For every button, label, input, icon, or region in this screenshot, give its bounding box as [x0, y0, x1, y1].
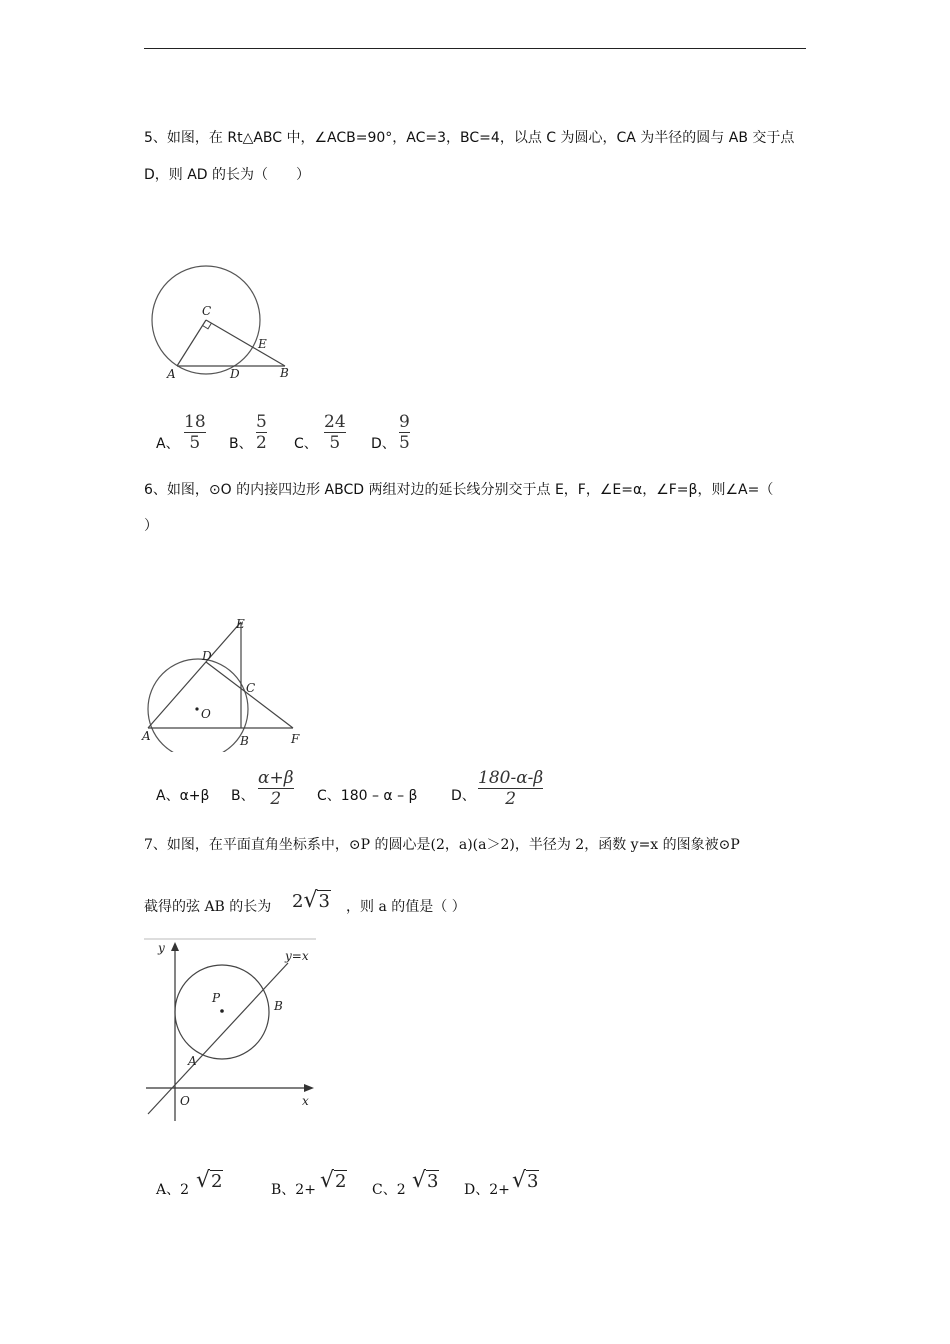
q5-option-d-den: 5: [399, 433, 410, 453]
q6-option-c-text: 180 – α – β: [340, 788, 418, 804]
q7-figure: [140, 938, 320, 1124]
q5-segment-ac: [177, 320, 206, 366]
q6-option-b-frac: [258, 770, 294, 808]
q7-label-y: y: [158, 941, 165, 955]
q7-option-d-rad: 3: [527, 1171, 539, 1192]
q7-option-a-pre: 2: [180, 1182, 190, 1198]
q5-option-c-num: 24: [324, 412, 346, 432]
q6-option-d-num: 180-α-β: [478, 768, 544, 788]
q7-label-p: P: [212, 991, 221, 1005]
q5-label-b: B: [280, 366, 289, 380]
q6-option-c-key: C、: [317, 788, 341, 804]
q7-label-yx: y=x: [285, 949, 309, 963]
q5-option-d-frac: [399, 414, 410, 452]
q7-option-c-pre: 2: [396, 1182, 406, 1198]
q7-stem-line1: 7、如图，在平面直角坐标系中，⊙P 的圆心是(2，a)(a＞2)，半径为 2，函数 y=x 的图象被⊙P: [144, 837, 740, 853]
q7-option-d-radical: √3: [512, 1168, 539, 1193]
q6-option-d-key: D、: [451, 788, 476, 804]
q6-option-b-den: 2: [270, 789, 282, 809]
q6-stem-line2: ）: [144, 518, 158, 534]
q7-option-c-letter: C、: [372, 1182, 397, 1198]
q7-option-b-rad: 2: [335, 1171, 347, 1192]
q7-option-d-pre: 2+: [489, 1182, 510, 1198]
q6-label-e: E: [236, 617, 245, 631]
q5-label-e: E: [258, 337, 267, 351]
q5-option-d-key: D、: [371, 436, 396, 452]
q7-option-c-rad: 3: [427, 1171, 439, 1192]
q7-option-d-key: [464, 1180, 510, 1200]
q6-label-b: B: [240, 734, 249, 748]
q7-option-b-letter: B、: [271, 1182, 296, 1198]
q7-label-a: A: [188, 1054, 197, 1068]
q7-option-a-rad: 2: [211, 1171, 223, 1192]
q5-segment-cb: [206, 320, 285, 366]
q7-option-b-key: [271, 1180, 316, 1200]
q6-option-a-key: A、: [156, 788, 180, 804]
q5-option-c-frac: [324, 414, 346, 452]
q5-stem-line1: 5、如图，在 Rt△ABC 中，∠ACB=90°，AC=3，BC=4，以点 C 为圆心，CA 为半径的圆与 AB 交于点: [144, 130, 795, 146]
header-rule: [144, 48, 806, 49]
q6-label-f: F: [291, 732, 300, 746]
q5-option-a-frac: [184, 414, 206, 452]
q5-option-b-frac: [256, 414, 267, 452]
q5-option-a-key: A、: [156, 436, 180, 452]
q5-option-a-num: 18: [184, 412, 206, 432]
q7-option-a-key: [156, 1180, 189, 1200]
q7-line-y-equals-x: [148, 963, 288, 1114]
q6-option-a-text: α+β: [179, 788, 210, 804]
q7-option-c-radical: √3: [412, 1168, 439, 1193]
q6-line-dcf: [206, 662, 293, 728]
q6-stem-line1: 6、如图，⊙O 的内接四边形 ABCD 两组对边的延长线分别交于点 E，F，∠E=α，∠F=β，则∠A=（: [144, 482, 774, 498]
q7-center-dot: [220, 1009, 224, 1013]
q7-x-axis-arrow: [304, 1084, 314, 1092]
q6-circle: [148, 659, 248, 752]
q6-label-d: D: [202, 649, 212, 663]
q6-label-a: A: [142, 729, 151, 743]
q5-label-a: A: [167, 367, 176, 381]
q7-chord-rad: 3: [318, 891, 330, 912]
q5-label-c: C: [202, 304, 212, 318]
q7-option-b-pre: 2+: [295, 1182, 316, 1198]
q6-option-b-num: α+β: [258, 768, 294, 788]
q5-option-c-den: 5: [329, 433, 341, 453]
q6-center-dot: [195, 707, 198, 710]
q5-option-a-den: 5: [189, 433, 201, 453]
q7-stem-line2-post: ，则 a 的值是（ ）: [346, 899, 466, 915]
q6-label-o: O: [201, 707, 211, 721]
q7-label-b: B: [274, 999, 283, 1013]
q6-option-d-den: 2: [505, 789, 517, 809]
q5-label-d: D: [230, 367, 240, 381]
q7-option-d-letter: D、: [464, 1182, 490, 1198]
q7-stem-line2-pre: 截得的弦 AB 的长为: [144, 899, 272, 915]
q6-option-b-key: B、: [231, 788, 255, 804]
q7-chord-coef: 2: [292, 891, 304, 912]
q7-label-x: x: [302, 1094, 309, 1108]
q7-option-a-radical: √2: [196, 1168, 223, 1193]
q7-y-axis-arrow: [171, 942, 179, 951]
q6-option-d-frac: [478, 770, 543, 808]
q6-option-c: [317, 786, 417, 806]
q5-option-d-num: 9: [399, 412, 410, 432]
q5-option-c-key: C、: [294, 436, 318, 452]
q5-option-b-num: 5: [256, 412, 267, 432]
q7-option-b-radical: √2: [320, 1168, 347, 1193]
q5-option-b-den: 2: [256, 433, 267, 453]
q7-chord-length: 2√3: [292, 888, 330, 913]
q7-option-c-key: [372, 1180, 406, 1200]
q5-option-b-key: B、: [229, 436, 253, 452]
q7-label-o: O: [180, 1094, 190, 1108]
q6-option-a: [156, 786, 209, 806]
q7-option-a-letter: A、: [156, 1182, 181, 1198]
q6-figure: [138, 612, 310, 752]
q5-stem-line2: D，则 AD 的长为（ ）: [144, 167, 311, 183]
q6-label-c: C: [246, 681, 256, 695]
q5-figure: [140, 258, 310, 386]
